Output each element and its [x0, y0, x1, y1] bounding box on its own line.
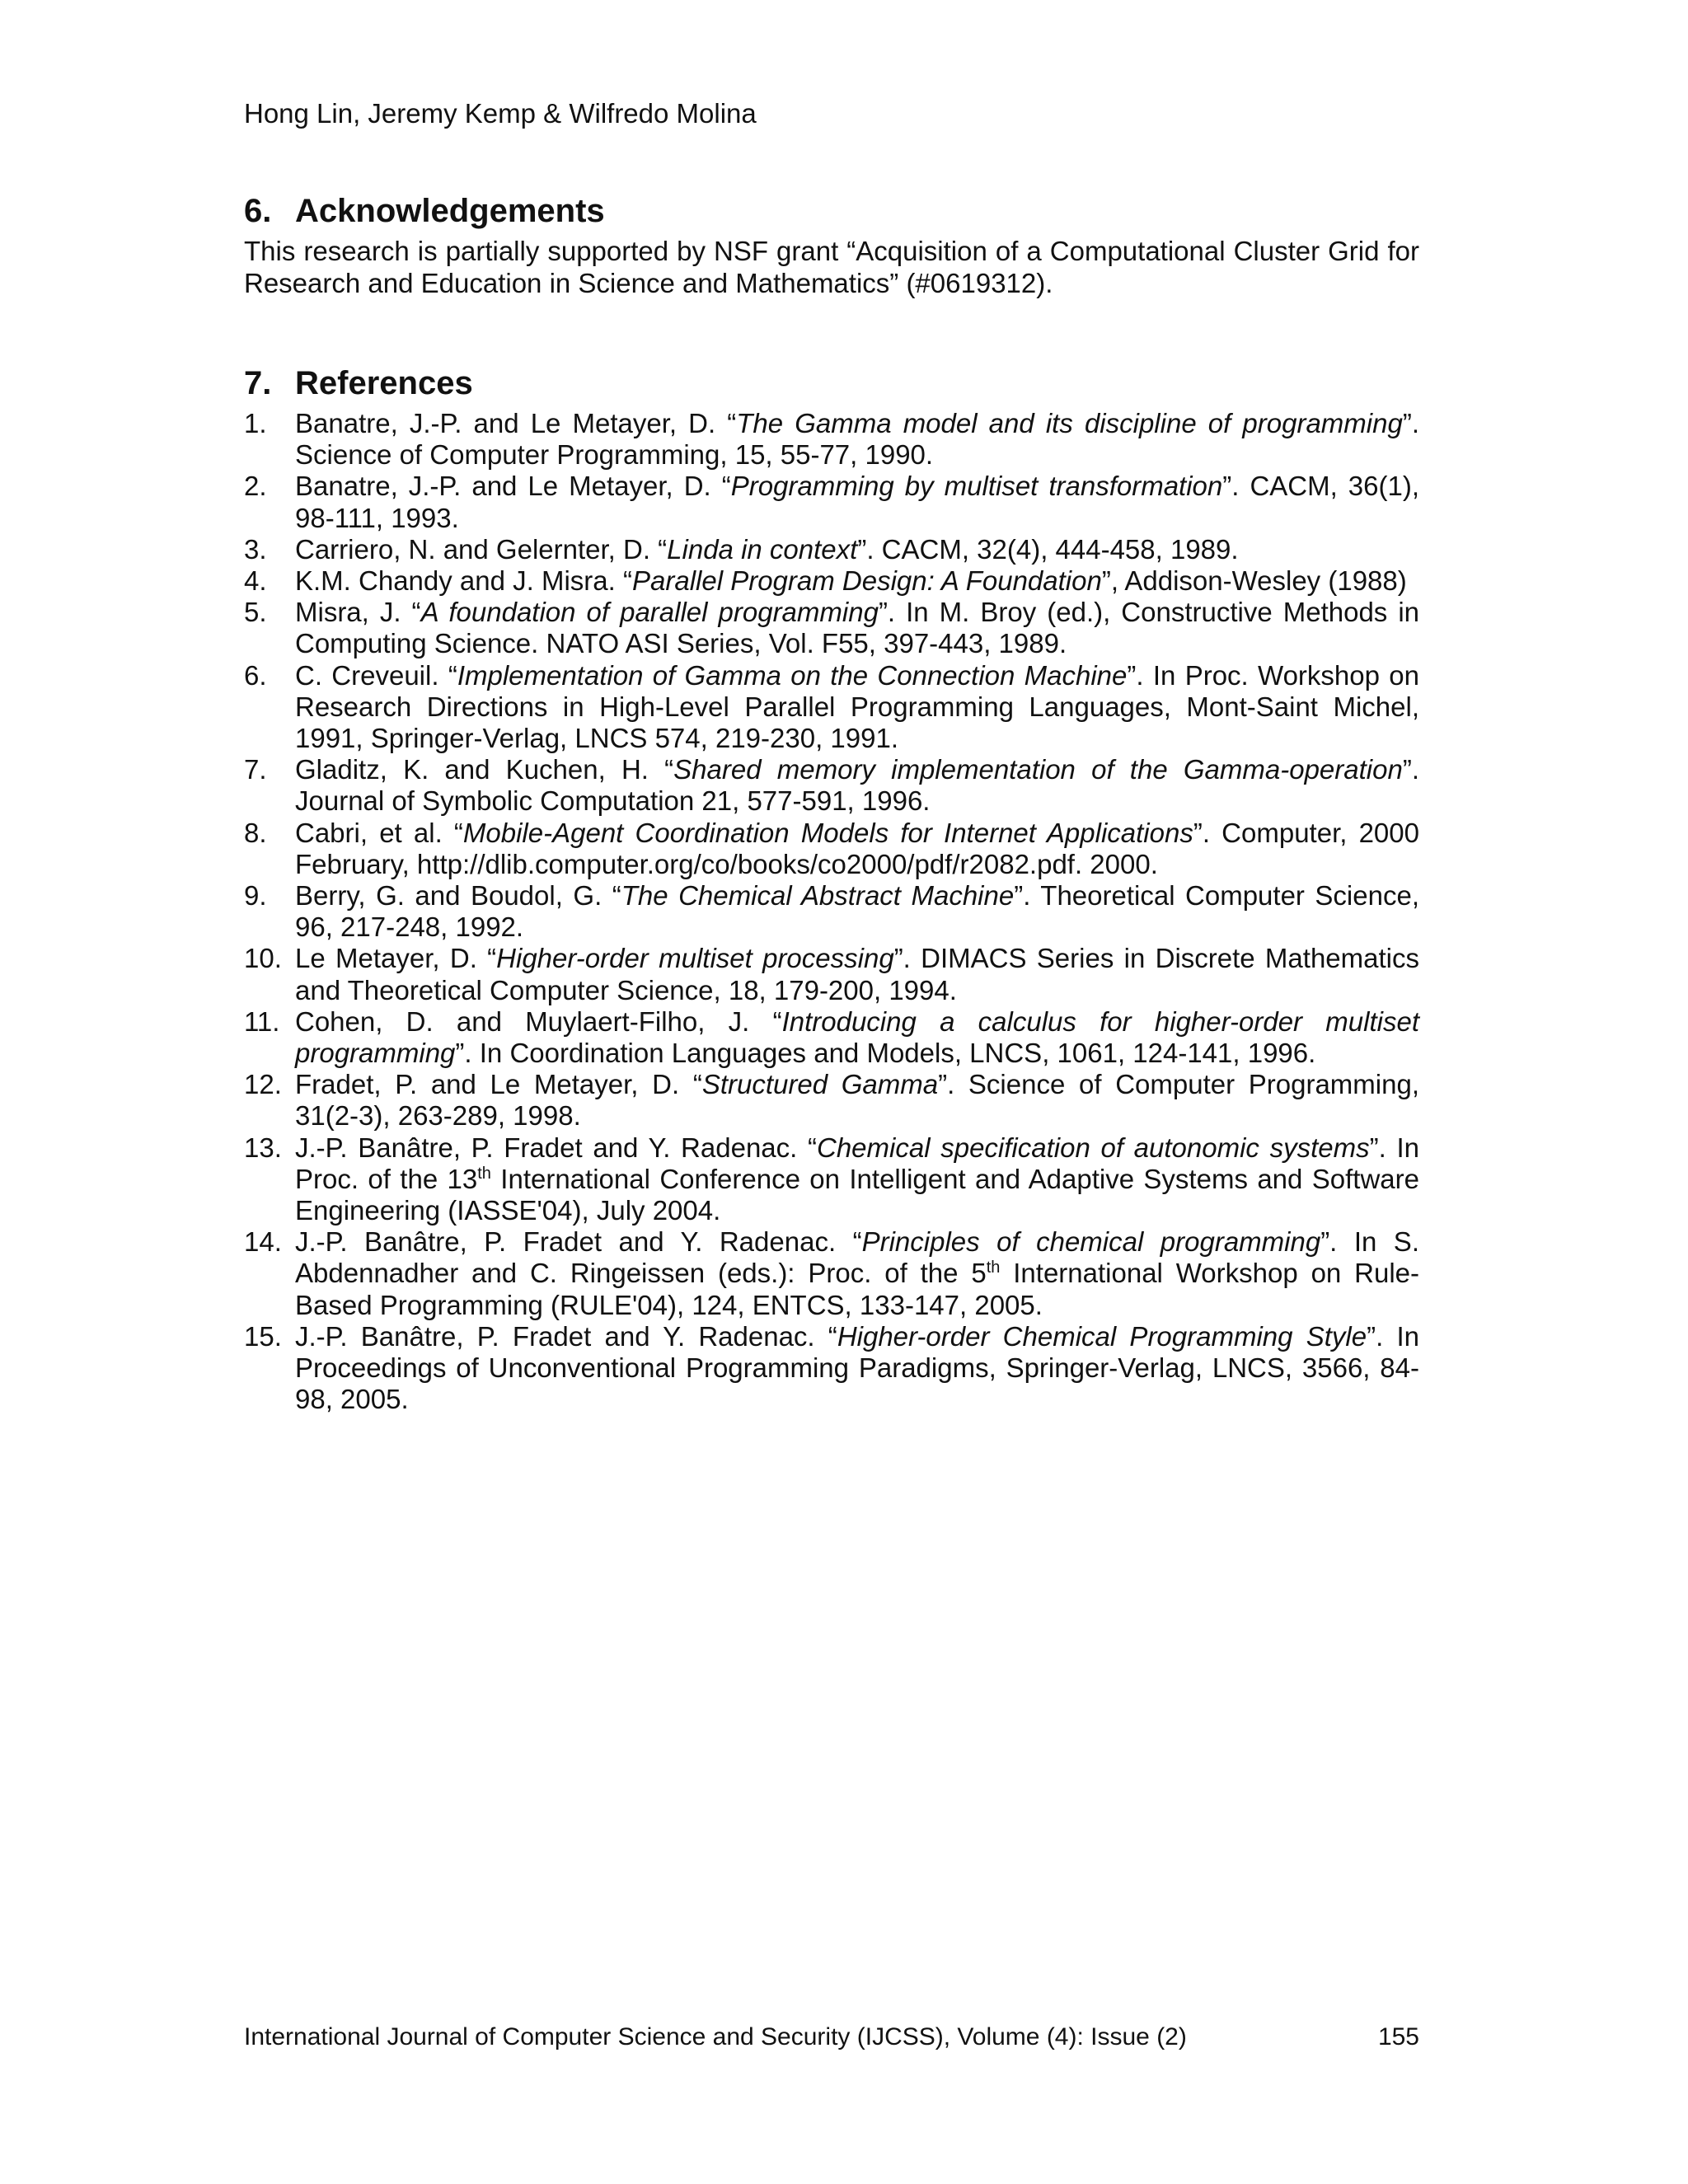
reference-number: 9.: [244, 880, 267, 912]
reference-number: 14.: [244, 1226, 282, 1258]
reference-details: ”. In M. Broy (ed.), Constructive Methods in Computing Science. NATO ASI Series, Vol. F55, 397-443, 1989.: [295, 597, 1420, 659]
reference-details: ”. CACM, 32(4), 444-458, 1989.: [857, 533, 1239, 565]
reference-details: International Conference on Intelligent and Adaptive Systems and Software Engineering (IASSE'04), July 2004.: [295, 1163, 1419, 1226]
reference-details: ”. In Coordination Languages and Models, LNCS, 1061, 124-141, 1996.: [455, 1038, 1316, 1069]
reference-text: [295, 1132, 1419, 1227]
reference-authors: Fradet, P. and Le Metayer, D. “: [295, 1069, 702, 1100]
reference-number: 12.: [244, 1069, 282, 1100]
reference-text: [295, 408, 1419, 471]
reference-item: [244, 943, 1419, 1005]
reference-item: [244, 754, 1419, 817]
reference-number: 15.: [244, 1320, 282, 1352]
reference-authors: J.-P. Banâtre, P. Fradet and Y. Radenac. “: [295, 1132, 817, 1163]
reference-details: ”. DIMACS Series in Discrete Mathematics and Theoretical Computer Science, 18, 179-200, 1994.: [295, 943, 1419, 1005]
reference-title: Programming by multiset transformation: [730, 471, 1223, 502]
reference-number: 7.: [244, 754, 267, 785]
reference-authors: Berry, G. and Boudol, G. “: [295, 880, 621, 912]
reference-text: [295, 1006, 1419, 1069]
reference-item: [244, 660, 1419, 755]
reference-title: Higher-order multiset processing: [496, 943, 894, 974]
reference-authors: Banatre, J.-P. and Le Metayer, D. “: [295, 408, 737, 438]
reference-text: [295, 1226, 1419, 1321]
reference-item: [244, 1321, 1419, 1416]
reference-text: [295, 754, 1419, 817]
reference-item: [244, 597, 1419, 659]
reference-title: Principles of chemical programming: [861, 1226, 1321, 1258]
reference-number: 3.: [244, 533, 267, 565]
reference-title: The Chemical Abstract Machine: [621, 880, 1015, 912]
reference-item: [244, 565, 1419, 597]
reference-details: ”. In Proceedings of Unconventional Programming Paradigms, Springer-Verlag, LNCS, 3566, 84-98, 2005.: [295, 1320, 1419, 1415]
reference-details: ”, Addison-Wesley (1988): [1101, 565, 1407, 597]
reference-details: ”. In S. Abdennadher and C. Ringeissen (eds.): Proc. of the 5: [295, 1226, 1419, 1289]
reference-authors: Cohen, D. and Muylaert-Filho, J. “: [295, 1005, 782, 1037]
reference-item: [244, 1132, 1419, 1227]
reference-item: [244, 1069, 1419, 1132]
references-heading: [244, 363, 1419, 403]
reference-item: [244, 471, 1419, 533]
reference-details: ”. Computer, 2000 February, http://dlib.computer.org/co/books/co2000/pdf/r2082.pdf. 2000.: [295, 817, 1419, 879]
reference-title: The Gamma model and its discipline of programming: [736, 408, 1403, 438]
reference-item: [244, 1006, 1419, 1069]
reference-item: [244, 880, 1419, 943]
section-title: References: [295, 365, 473, 401]
acknowledgements-text: This research is partially supported by NSF grant “Acquisition of a Computational Cluster Grid for Research and Education in Science and Mathematics” (#0619312).: [244, 236, 1419, 298]
reference-details: ”. Science of Computer Programming, 31(2-3), 263-289, 1998.: [295, 1069, 1419, 1132]
reference-number: 2.: [244, 471, 267, 502]
reference-details: International Workshop on Rule-Based Programming (RULE'04), 124, ENTCS, 133-147, 2005.: [295, 1258, 1419, 1320]
reference-details: ”. CACM, 36(1), 98-111, 1993.: [295, 471, 1419, 533]
reference-title: Shared memory implementation of the Gamma-operation: [673, 754, 1403, 785]
page-number: 155: [1377, 2023, 1419, 2050]
reference-item: [244, 408, 1419, 471]
reference-number: 13.: [244, 1132, 282, 1163]
reference-authors: Carriero, N. and Gelernter, D. “: [295, 533, 668, 565]
reference-number: 5.: [244, 597, 267, 628]
ordinal-superscript: th: [477, 1164, 491, 1183]
ordinal-superscript: th: [986, 1258, 1001, 1277]
reference-number: 1.: [244, 408, 267, 438]
reference-title: Higher-order Chemical Programming Style: [837, 1320, 1367, 1352]
reference-text: [295, 597, 1419, 659]
reference-text: [295, 1321, 1419, 1416]
section-number: 7.: [244, 365, 272, 401]
reference-title: Parallel Program Design: A Foundation: [631, 565, 1102, 597]
reference-text: [295, 660, 1419, 755]
reference-item: [244, 534, 1419, 565]
references-section: [244, 363, 1419, 1416]
section-title: Acknowledgements: [295, 193, 605, 229]
reference-details: ”. In Proc. of the 13: [295, 1132, 1419, 1194]
reference-number: 11.: [244, 1005, 280, 1037]
reference-authors: K.M. Chandy and J. Misra. “: [295, 565, 632, 597]
reference-title: Chemical specification of autonomic systems: [817, 1132, 1370, 1163]
reference-title: Mobile-Agent Coordination Models for Internet Applications: [462, 817, 1193, 848]
reference-details: ”. Journal of Symbolic Computation 21, 577-591, 1996.: [295, 754, 1419, 817]
reference-details: ”. Theoretical Computer Science, 96, 217-248, 1992.: [295, 880, 1419, 943]
reference-text: [295, 1069, 1419, 1132]
reference-number: 6.: [244, 659, 267, 691]
reference-authors: J.-P. Banâtre, P. Fradet and Y. Radenac. “: [295, 1226, 862, 1258]
reference-authors: Misra, J. “: [295, 597, 421, 628]
footer-journal: International Journal of Computer Science and Security (IJCSS), Volume (4): Issue (2): [244, 2023, 1187, 2050]
reference-text: [295, 818, 1419, 880]
reference-title: Introducing a calculus for higher-order multiset programming: [295, 1005, 1419, 1069]
reference-number: 4.: [244, 565, 267, 597]
reference-text: [295, 471, 1419, 533]
reference-title: A foundation of parallel programming: [420, 597, 879, 628]
running-head-authors: Hong Lin, Jeremy Kemp & Wilfredo Molina: [244, 98, 757, 129]
reference-text: [295, 534, 1419, 565]
reference-authors: J.-P. Banâtre, P. Fradet and Y. Radenac. “: [295, 1320, 837, 1352]
reference-number: 10.: [244, 943, 282, 974]
acknowledgements-heading: [244, 191, 1419, 231]
reference-item: [244, 818, 1419, 880]
reference-number: 8.: [244, 817, 267, 848]
reference-details: ”. In Proc. Workshop on Research Directions in High-Level Parallel Programming Languages, Mont-Saint Michel, 1991, Springer-Verlag, LNCS 574, 219-230, 1991.: [295, 659, 1419, 754]
reference-authors: Cabri, et al. “: [295, 817, 463, 848]
reference-details: ”. Science of Computer Programming, 15, 55-77, 1990.: [295, 408, 1419, 471]
section-number: 6.: [244, 193, 272, 229]
reference-title: Implementation of Gamma on the Connection Machine: [457, 659, 1128, 691]
reference-authors: C. Creveuil. “: [295, 659, 457, 691]
reference-text: [295, 943, 1419, 1005]
reference-text: [295, 880, 1419, 943]
acknowledgements-section: [244, 191, 1419, 299]
reference-authors: Le Metayer, D. “: [295, 943, 497, 974]
page: [244, 0, 1419, 2184]
reference-authors: Gladitz, K. and Kuchen, H. “: [295, 754, 674, 785]
reference-authors: Banatre, J.-P. and Le Metayer, D. “: [295, 471, 731, 502]
reference-item: [244, 1226, 1419, 1321]
reference-list: [244, 408, 1419, 1416]
reference-text: [295, 565, 1419, 597]
reference-title: Linda in context: [667, 533, 858, 565]
reference-title: Structured Gamma: [701, 1069, 939, 1100]
